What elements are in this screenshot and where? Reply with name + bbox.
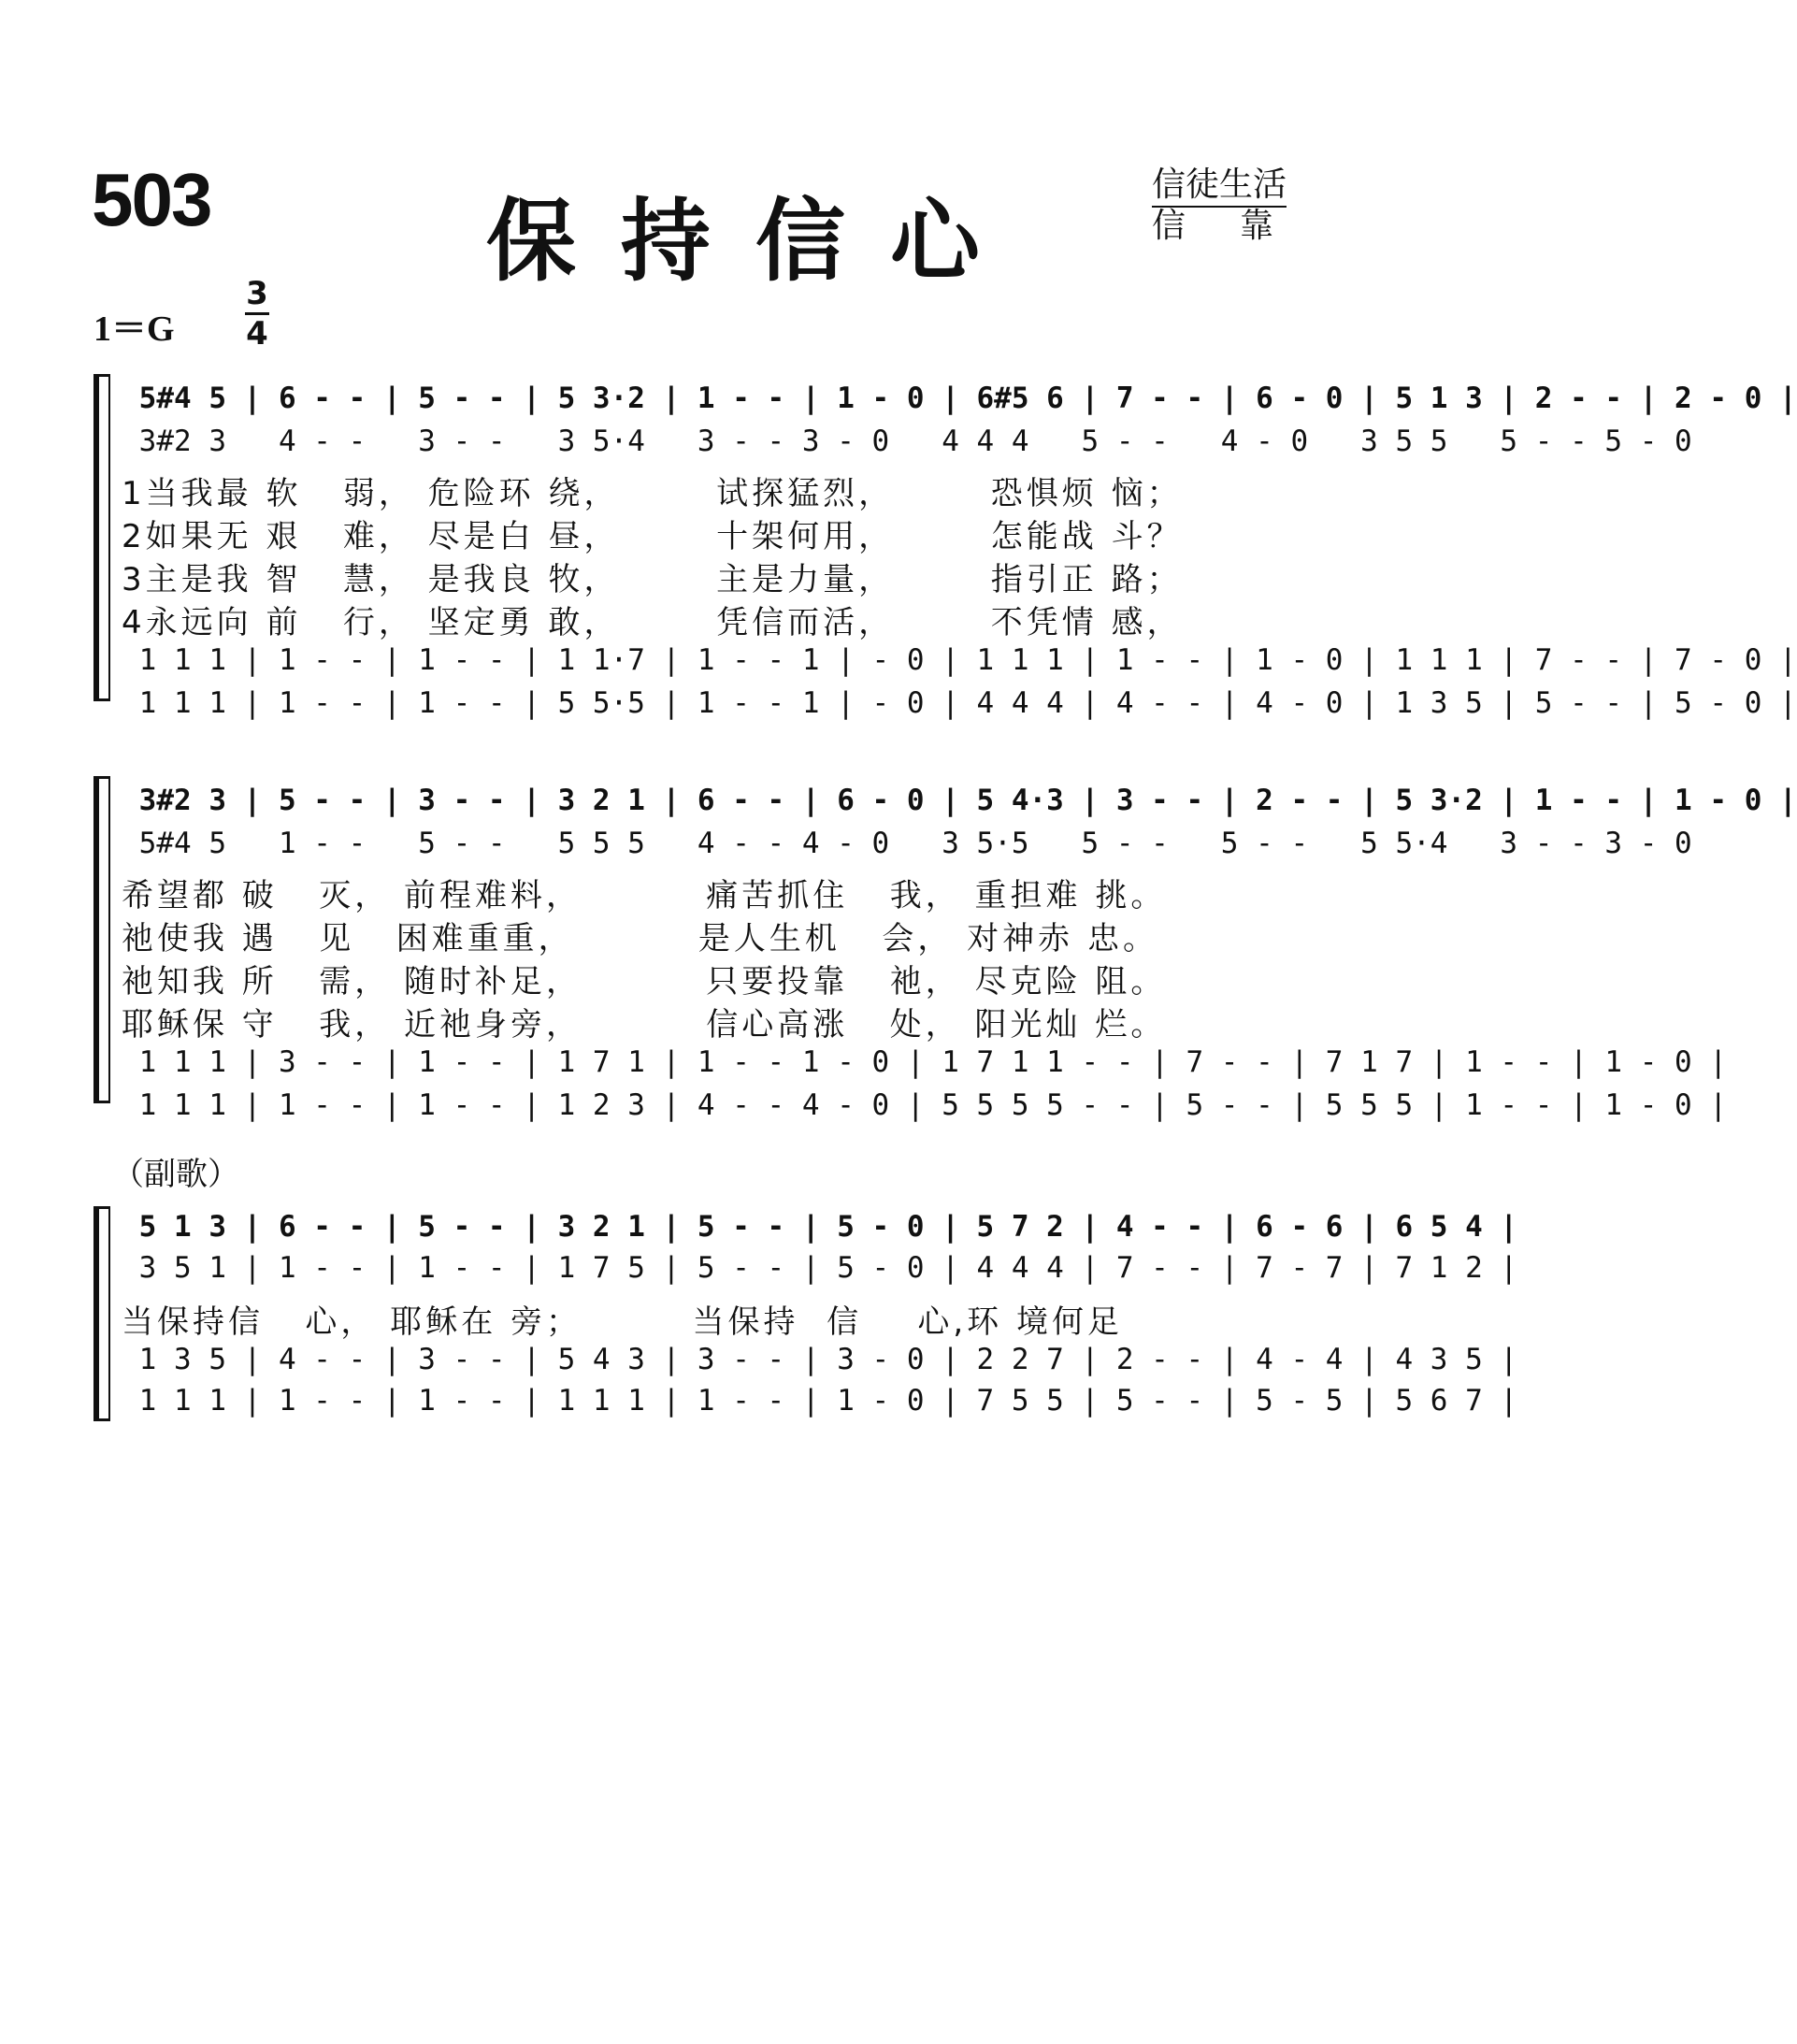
category-line2: 信靠 (1152, 207, 1329, 245)
lyric-chorus: 当保持信 心， 耶稣在 旁； 当保持 信 心,环 境何足 (122, 1303, 1123, 1341)
hymn-title: 保持信心 (486, 188, 1025, 294)
soprano-line: 5 1 3 | 6 - - | 5 - - | 3 2 1 | 5 - - | 5 - 0 | 5 7 2 | 4 - - | 6 - 6 | 6 5 4 | (122, 1210, 1518, 1244)
time-signature (245, 277, 269, 351)
lyric-verse-4: 耶稣保 守 我， 近祂身旁， 信心高涨 处， 阳光灿 烂。 (122, 1006, 1167, 1044)
bass-line: 1 1 1 | 1 - - | 1 - - | 5 5·5 | 1 - - 1 | - 0 | 4 4 4 | 4 - - | 4 - 0 | 1 3 5 | 5 - - | 5 - 0 | (122, 686, 1797, 720)
lyric-verse-3: 祂知我 所 需， 随时补足， 只要投靠 祂， 尽克险 阻。 (122, 963, 1167, 1000)
lyric-verse-2: 2如果无 艰 难， 尽是白 昼， 十架何用， 怎能战 斗？ (122, 518, 1183, 555)
score-system (93, 374, 1797, 720)
soprano-line: 3#2 3 | 5 - - | 3 - - | 3 2 1 | 6 - - | 6 - 0 | 5 4·3 | 3 - - | 2 - - | 5 3·2 | 1 - - | 1 - 0 | (122, 784, 1797, 817)
chorus-label: （副歌） (112, 1156, 239, 1193)
tenor-line: 1 1 1 | 3 - - | 1 - - | 1 7 1 | 1 - - 1 - 0 | 1 7 1 1 - - | 7 - - | 7 1 7 | 1 - - | 1 - 0 | (122, 1045, 1728, 1079)
lyric-verse-2: 祂使我 遇 见 困难重重， 是人生机 会， 对神赤 忠。 (122, 920, 1158, 957)
soprano-line: 5#4 5 | 6 - - | 5 - - | 5 3·2 | 1 - - | 1 - 0 | 6#5 6 | 7 - - | 6 - 0 | 5 1 3 | 2 - - | 2 - 0 | (122, 381, 1797, 415)
tenor-line: 1 1 1 | 1 - - | 1 - - | 1 1·7 | 1 - - 1 | - 0 | 1 1 1 | 1 - - | 1 - 0 | 1 1 1 | 7 - - | 7 - 0 | (122, 643, 1797, 677)
lyric-verse-1: 1当我最 软 弱， 危险环 绕， 试探猛烈， 恐惧烦 恼； (122, 475, 1183, 512)
alto-line: 3 5 1 | 1 - - | 1 - - | 1 7 5 | 5 - - | 5 - 0 | 4 4 4 | 7 - - | 7 - 7 | 7 1 2 | (122, 1251, 1518, 1285)
bass-line: 1 1 1 | 1 - - | 1 - - | 1 1 1 | 1 - - | 1 - 0 | 7 5 5 | 5 - - | 5 - 5 | 5 6 7 | (122, 1384, 1518, 1418)
lyric-verse-4: 4永远向 前 行， 坚定勇 敢， 凭信而活， 不凭情 感， (122, 604, 1183, 641)
hymn-number: 503 (92, 158, 211, 241)
category-line1: 信徒生活 (1152, 166, 1287, 208)
lyric-verse-3: 3主是我 智 慧， 是我良 牧， 主是力量， 指引正 路； (122, 561, 1183, 598)
meter-bottom: 4 (246, 315, 268, 353)
bass-line: 1 1 1 | 1 - - | 1 - - | 1 2 3 | 4 - - 4 - 0 | 5 5 5 5 - - | 5 - - | 5 5 5 | 1 - - | 1 - 0 | (122, 1088, 1728, 1122)
alto-line: 5#4 5 1 - - 5 - - 5 5 5 4 - - 4 - 0 3 5·5 5 - - 5 - - 5 5·4 3 - - 3 - 0 (122, 827, 1692, 860)
meter-top: 3 (246, 275, 268, 312)
lyric-verse-1: 希望都 破 灭， 前程难料， 痛苦抓住 我， 重担难 挑。 (122, 877, 1167, 914)
tenor-line: 1 3 5 | 4 - - | 3 - - | 5 4 3 | 3 - - | 3 - 0 | 2 2 7 | 2 - - | 4 - 4 | 4 3 5 | (122, 1343, 1518, 1376)
key-signature: 1＝G (93, 309, 175, 349)
score-system (93, 1206, 1518, 1421)
category (1152, 166, 1328, 245)
alto-line: 3#2 3 4 - - 3 - - 3 5·4 3 - - 3 - 0 4 4 4 5 - - 4 - 0 3 5 5 5 - - 5 - 0 (122, 425, 1692, 458)
score-system (93, 776, 1797, 1122)
